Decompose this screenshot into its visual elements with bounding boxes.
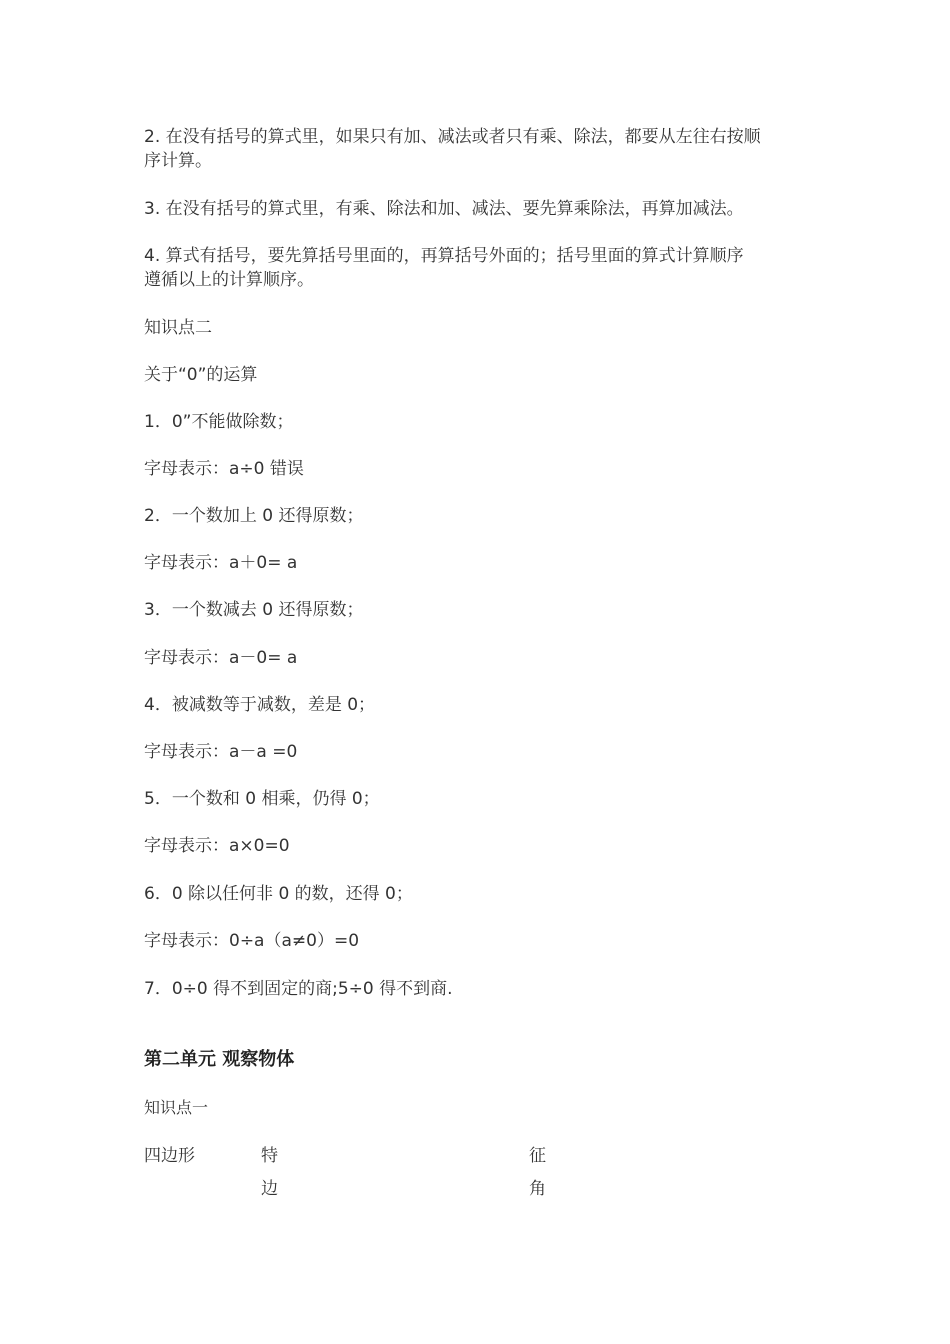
table-cell-quadrilateral: 四边形	[144, 1146, 195, 1166]
rule-4-line-2: 遵循以上的计算顺序。	[144, 270, 314, 290]
rule-2-line-1: 2. 在没有括号的算式里，如果只有加、减法或者只有乘、除法，都要从左往右按顺	[144, 127, 761, 147]
rule-2-line-2: 序计算。	[144, 151, 212, 171]
unit-2-heading: 第二单元 观察物体	[144, 1049, 295, 1070]
zero-rule-3-formula: 字母表示：a－0= a	[144, 648, 298, 668]
zero-rule-1: 1．0”不能做除数；	[144, 412, 294, 432]
unit-2-knowledge-point-1: 知识点一	[144, 1098, 209, 1117]
zero-rule-6-formula: 字母表示：0÷a（a≠0）=0	[144, 931, 360, 951]
zero-rule-7: 7．0÷0 得不到固定的商;5÷0 得不到商.	[144, 979, 453, 999]
knowledge-point-2-title: 知识点二	[144, 318, 212, 338]
zero-rule-6: 6．0 除以任何非 0 的数，还得 0；	[144, 884, 413, 904]
table-cell-feature-right: 征	[529, 1146, 546, 1166]
rule-3-paragraph: 3. 在没有括号的算式里，有乘、除法和加、减法、要先算乘除法，再算加减法。	[144, 199, 744, 219]
table-cell-angle: 角	[529, 1179, 546, 1199]
table-cell-side: 边	[261, 1179, 278, 1199]
zero-rule-3: 3．一个数减去 0 还得原数；	[144, 600, 364, 620]
rule-4-paragraph	[144, 244, 812, 292]
zero-operations-subtitle: 关于“0”的运算	[144, 365, 258, 385]
zero-rule-5-formula: 字母表示：a×0=0	[144, 836, 290, 856]
zero-rule-5: 5．一个数和 0 相乘，仍得 0；	[144, 789, 380, 809]
zero-rule-4-formula: 字母表示：a－a =0	[144, 742, 298, 762]
table-cell-feature-left: 特	[261, 1146, 278, 1166]
rule-2-paragraph	[144, 125, 812, 173]
zero-rule-4: 4．被减数等于减数，差是 0；	[144, 695, 376, 715]
zero-rule-1-formula: 字母表示：a÷0 错误	[144, 459, 304, 479]
rule-4-line-1: 4. 算式有括号，要先算括号里面的，再算括号外面的；括号里面的算式计算顺序	[144, 246, 744, 266]
zero-rule-2: 2．一个数加上 0 还得原数；	[144, 506, 364, 526]
zero-rule-2-formula: 字母表示：a＋0= a	[144, 553, 298, 573]
